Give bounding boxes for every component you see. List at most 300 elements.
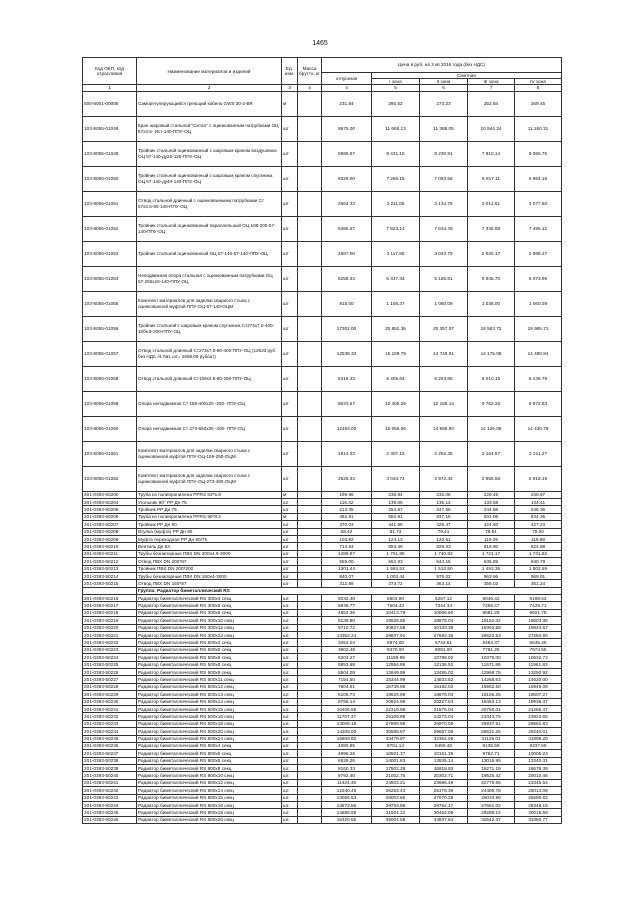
cell-zone-1-price: 7604.43 [372,602,420,609]
cell-name: Радиатор биметаллический RS 300х8 секц [137,609,282,616]
cell-unit: шт [282,550,298,557]
cell-zone-3-price: 119.25 [468,535,515,542]
cell-code: 201-0393-50213 [83,565,137,572]
cell-zone-2-price: 429.47 [420,521,468,528]
cell-zone-2-price: 6267.12 [420,595,468,602]
cell-release-price: 11424.46 [322,779,372,786]
cell-release-price: 199.96 [322,491,372,498]
table-row [83,646,562,653]
cell-zone-1-price: 11 665.13 [372,116,420,141]
cell-code: 201-0393-50218 [83,609,137,616]
cell-name: Радиатор биметаллический RS 500х5 секц [137,646,282,653]
cell-release-price: 5838.77 [322,602,372,609]
cell-zone-3-price: 10 944.24 [468,116,515,141]
cell-zone-1-price: 1 791.85 [372,550,420,557]
cell-release-price: 11707.37 [322,713,372,720]
cell-zone-1-price: 6974.00 [372,639,420,646]
cell-mass [298,661,322,668]
cell-unit: шт. [282,809,298,816]
cell-release-price: 9139.80 [322,617,372,624]
cell-mass [298,141,322,166]
cell-zone-2-price: 10 158.14 [420,391,468,416]
cell-zone-2-price: 16182.02 [420,683,468,690]
cell-code: 201-0393-50236 [83,742,137,749]
cell-mass [298,191,322,216]
cell-zone-2-price: 247.66 [420,506,468,513]
table-row [83,720,562,727]
table-body-group [83,587,562,594]
cell-code: 103-8055-01048 [83,116,137,141]
cell-code: 201-0393-50238 [83,757,137,764]
cell-release-price: 2587.00 [322,241,372,266]
cell-zone-3-price: 23343.75 [468,713,515,720]
cell-code: 500-8001-00005 [83,91,137,116]
cell-unit: шт. [282,787,298,794]
cell-release-price: 12493.00 [322,416,372,441]
cell-zone-2-price: 13535.14 [420,757,468,764]
cell-zone-1-price: 22319.98 [372,705,420,712]
cell-name: Отвод стальной длинный с оцинкованными патрубками Ст 57х3.5-90-140-ППУ-ОЦ [137,191,282,216]
cell-name: Тройник PP Дн 90 [137,521,282,528]
cell-name: Труба из полипропилена PPRS 63*5.8 [137,491,282,498]
cell-zone-2-price: 2 972.42 [420,466,468,491]
cell-zone-1-price: 27899.98 [372,720,420,727]
cell-zone-1-price: 35004.58 [372,816,420,823]
cell-zone-3-price: 12968.75 [468,668,515,675]
cell-unit: шт. [282,728,298,735]
cell-zone-1-price: 20827.58 [372,624,420,631]
cell-zone-1-price: 290.52 [372,91,420,116]
cell-mass [298,809,322,816]
cell-unit: шт [282,316,298,341]
cell-zone-3-price: 22779.66 [468,779,515,786]
cell-zone-2-price: 232.08 [420,491,468,498]
cell-zone-2-price: 16918.92 [420,765,468,772]
cell-zone-4-price: 361.24 [515,580,562,587]
table-body-radiators [83,595,562,824]
cell-unit: шт [282,499,298,506]
cell-zone-4-price: 14620.00 [515,676,562,683]
cell-zone-4-price: 21265.47 [515,705,562,712]
cell-zone-2-price: 273.23 [420,91,468,116]
cell-zone-1-price: 15 056.56 [372,416,420,441]
cell-zone-1-price: 28637.91 [372,632,420,639]
cell-zone-1-price: 30689.97 [372,728,420,735]
cell-mass [298,341,322,366]
cell-release-price: 103.82 [322,535,372,542]
cell-zone-1-price: 139.06 [372,499,420,506]
cell-release-price: 15609.82 [322,735,372,742]
cell-zone-4-price: 25013.08 [515,787,562,794]
cell-mass [298,166,322,191]
cell-zone-4-price: 10632.73 [515,654,562,661]
cell-zone-4-price: 7425.71 [515,602,562,609]
cell-unit: шт. [282,646,298,653]
table-row [83,91,562,116]
cell-mass [298,316,322,341]
cell-unit: шт. [282,609,298,616]
cell-zone-2-price: 6 186.81 [420,266,468,291]
cell-code: 201-0393-50243 [83,794,137,801]
cell-release-price: 5203.27 [322,654,372,661]
cell-name: Угольник 90° PP Дн 75 [137,499,282,506]
cell-name: Радиатор биметаллический RS 800х16 секц [137,802,282,809]
cell-code: 201-0393-50242 [83,787,137,794]
cell-zone-3-price: 6 010.15 [468,366,515,391]
cell-zone-2-price: 363.14 [420,580,468,587]
cell-zone-2-price: 135.12 [420,499,468,506]
cell-zone-4-price: 1 502.59 [515,565,562,572]
cell-zone-3-price: 19453.13 [468,698,515,705]
cell-unit: шт. [282,802,298,809]
table-row [83,241,562,266]
cell-mass [298,216,322,241]
cell-unit: шт. [282,683,298,690]
cell-zone-1-price: 3 044.74 [372,466,420,491]
cell-unit: шт [282,466,298,491]
cell-unit: шт [282,580,298,587]
column-number: 4 [322,85,372,91]
cell-code: 103-8055-01053 [83,241,137,266]
cell-mass [298,802,322,809]
cell-code: 201-0393-50207 [83,521,137,528]
table-row [83,580,562,587]
cell-zone-2-price: 11 388.05 [420,116,468,141]
cell-zone-4-price: 19936.37 [515,698,562,705]
header-zone-3: III зона [468,79,515,85]
cell-zone-1-price: 6503.90 [372,595,420,602]
table-row [83,728,562,735]
cell-name: Тройник PP Дн 75 [137,506,282,513]
cell-code: 201-0393-50210 [83,543,137,550]
cell-zone-3-price: 6 817.11 [468,166,515,191]
cell-name: Радиатор биметаллический RS 800х20 секц [137,816,282,823]
cell-release-price: 9675.00 [322,116,372,141]
cell-zone-3-price: 7 910.14 [468,141,515,166]
cell-zone-4-price: 824.98 [515,543,562,550]
cell-code: 201-0393-50222 [83,639,137,646]
cell-unit: шт [282,166,298,191]
cell-zone-4-price: 10005.23 [515,750,562,757]
cell-code: 103-8055-01057 [83,341,137,366]
table-row [83,441,562,466]
cell-code: 201-0393-50221 [83,632,137,639]
column-number: 6 [420,85,468,91]
cell-release-price: 17302.00 [322,316,372,341]
cell-release-price: 4080.95 [322,742,372,749]
cell-mass [298,705,322,712]
cell-mass [298,713,322,720]
cell-zone-1-price: 10501.37 [372,750,420,757]
cell-zone-3-price: 7781.25 [468,646,515,653]
cell-zone-4-price: 79.00 [515,528,562,535]
table-row [83,779,562,786]
cell-name: Тройник стальной с шаровым краном спускника Ст273х7.0-400-10бк.9-200-ППУ-ОЦ [137,316,282,341]
cell-mass [298,691,322,698]
cell-zone-2-price: 21576.04 [420,705,468,712]
cell-zone-3-price: 9681.29 [468,609,515,616]
cell-mass [298,513,322,520]
cell-zone-2-price: 32364.06 [420,735,468,742]
cell-unit: шт. [282,602,298,609]
cell-zone-4-price: 246.36 [515,506,562,513]
cell-code: 103-8055-01059 [83,391,137,416]
cell-mass [298,602,322,609]
table-row [83,602,562,609]
cell-release-price: 8633.67 [322,391,372,416]
column-number: 3 [282,85,298,91]
cell-zone-3-price: 16271.19 [468,765,515,772]
cell-release-price: 714.54 [322,543,372,550]
cell-release-price: 5258.33 [322,266,372,291]
cell-code: 201-0393-50200 [83,491,137,498]
cell-release-price: 4853.36 [322,609,372,616]
cell-name: Радиатор биметаллический RS 800х14 секц [137,787,282,794]
cell-zone-3-price: 2 925.17 [468,241,515,266]
cell-zone-3-price: 7255.47 [468,602,515,609]
cell-release-price: 6528.26 [322,757,372,764]
cell-release-price: 370.03 [322,521,372,528]
cell-zone-1-price: 124.13 [372,535,420,542]
cell-unit: шт. [282,742,298,749]
cell-name: Радиатор биметаллический RS 500х14 секц [137,698,282,705]
cell-mass [298,787,322,794]
cell-mass [298,639,322,646]
cell-code: 201-0393-50245 [83,809,137,816]
cell-name: Радиатор биметаллический RS 800х12 секц [137,779,282,786]
cell-mass [298,416,322,441]
cell-zone-1-price: 16739.98 [372,683,420,690]
cell-zone-2-price: 829.33 [420,543,468,550]
cell-unit: шт [282,141,298,166]
cell-name: Саморегулирующийся греющий кабель GWS 30-2-BR [137,91,282,116]
cell-code: 201-0393-50235 [83,735,137,742]
cell-mass [298,558,322,565]
cell-unit: шт. [282,661,298,668]
cell-zone-1-price: 33479.97 [372,735,420,742]
table-row [83,528,562,535]
cell-code: 201-0393-50217 [83,602,137,609]
cell-name: Комплект материалов для заделки сварного стыка с оцинкованной муфтой ППУ-ОЦ-159-250-ОЦМ [137,441,282,466]
cell-name: Радиатор биметаллический RS 500х11 секц [137,676,282,683]
table-row [83,491,562,498]
cell-unit: шт. [282,779,298,786]
cell-zone-3-price: 18156.25 [468,691,515,698]
cell-zone-2-price: 1 080.09 [420,291,468,316]
table-row [83,550,562,557]
cell-zone-4-price: 14 480.84 [515,341,562,366]
cell-zone-1-price: 8 431.15 [372,141,420,166]
cell-unit: шт. [282,668,298,675]
cell-mass [298,609,322,616]
table-row [83,787,562,794]
cell-mass [298,528,322,535]
table-row [83,366,562,391]
cell-zone-4-price: 16675.39 [515,765,562,772]
cell-zone-4-price: 26581.83 [515,720,562,727]
cell-zone-4-price: 30015.69 [515,809,562,816]
cell-zone-3-price: 11671.88 [468,661,515,668]
table-row [83,654,562,661]
cell-code: 201-0393-50214 [83,572,137,579]
cell-mass [298,617,322,624]
cell-zone-1-price: 1 003.44 [372,572,420,579]
cell-code: 201-0393-50219 [83,617,137,624]
table-row [83,341,562,366]
cell-unit: шт. [282,735,298,742]
table-body-fittings [83,491,562,587]
cell-code: 103-8055-01060 [83,416,137,441]
cell-zone-4-price: 2 211.27 [515,441,562,466]
cell-unit: шт [282,558,298,565]
cell-name: Отвод стальной длинный Ст273х7.0-90-400-ППУ-ОЦ (12633 руб без НДС /4.7м1 шт= 2688.09 руб/шт) [137,341,282,366]
cell-release-price: 462.81 [322,513,372,520]
cell-mass [298,521,322,528]
cell-mass [298,698,322,705]
cell-zone-1-price: 11159.99 [372,654,420,661]
cell-code: 201-0393-50208 [83,528,137,535]
cell-code: 201-0393-50204 [83,499,137,506]
cell-unit: шт. [282,617,298,624]
cell-zone-4-price: 6 073.96 [515,266,562,291]
cell-zone-3-price: 229.45 [468,491,515,498]
cell-release-price: 1489.97 [322,550,372,557]
cell-mass [298,266,322,291]
cell-release-price: 13872.56 [322,802,372,809]
cell-zone-2-price: 8091.00 [420,646,468,653]
cell-unit: шт [282,116,298,141]
cell-zone-1-price: 21002.75 [372,772,420,779]
cell-zone-4-price: 9921.78 [515,609,562,616]
cell-release-price: 13352.24 [322,632,372,639]
cell-zone-4-price: 29240.01 [515,728,562,735]
cell-mass [298,116,322,141]
cell-zone-1-price: 373.72 [372,580,420,587]
header-name: Наименование материалов и изделий [137,58,282,85]
cell-name: Комплект материалов для заделки сварного стыка с оцинкованной муфтой ППУ-ОЦ-57-140-ОЦМ [137,291,282,316]
cell-zone-3-price: 15562.50 [468,683,515,690]
cell-unit: шт. [282,765,298,772]
cell-zone-4-price: 23345.54 [515,779,562,786]
cell-code: 201-0393-50244 [83,802,137,809]
cell-name: Радиатор биметаллический RS 800х15 секц [137,794,282,801]
table-row [83,535,562,542]
cell-zone-2-price: 23686.49 [420,779,468,786]
cell-mass [298,543,322,550]
cell-release-price: 5315.33 [322,366,372,391]
cell-name: Радиатор биметаллический RS 800х5 секц [137,750,282,757]
cell-mass [298,735,322,742]
cell-mass [298,728,322,735]
cell-zone-3-price: 6484.37 [468,639,515,646]
cell-zone-2-price: 14833.52 [420,676,468,683]
cell-zone-4-price: 2 918.19 [515,466,562,491]
cell-zone-1-price: 6 337.34 [372,266,420,291]
table-row [83,802,562,809]
table-row [83,543,562,550]
column-number: 1 [83,85,137,91]
cell-zone-3-price: 7 336.88 [468,216,515,241]
cell-zone-1-price: 19529.98 [372,691,420,698]
cell-zone-3-price: 6046.42 [468,595,515,602]
cell-zone-4-price: 3 077.60 [515,191,562,216]
cell-zone-1-price: 3 211.05 [372,191,420,216]
cell-zone-3-price: 26623.53 [468,632,515,639]
table-row [83,617,562,624]
cell-code: 201-0393-50205 [83,506,137,513]
cell-zone-2-price: 18875.04 [420,617,468,624]
cell-unit: шт [282,191,298,216]
cell-unit: шт [282,291,298,316]
cell-zone-4-price: 230.87 [515,491,562,498]
cell-zone-3-price: 1 493.36 [468,565,515,572]
cell-unit: шт. [282,757,298,764]
cell-mass [298,580,322,587]
table-row [83,735,562,742]
cell-release-price: 3902.48 [322,646,372,653]
cell-mass [298,757,322,764]
cell-unit: м [282,513,298,520]
cell-release-price: 312.88 [322,580,372,587]
header-estimate: Сметная [372,73,562,79]
cell-zone-1-price: 29753.89 [372,802,420,809]
cell-zone-2-price: 6742.51 [420,639,468,646]
cell-name: Радиатор биметаллический RS 800х8 секц [137,765,282,772]
cell-zone-2-price: 2 252.35 [420,441,468,466]
cell-zone-2-price: 29667.06 [420,728,468,735]
cell-zone-4-price: 2 988.27 [515,241,562,266]
table-row [83,624,562,631]
cell-name: Радиатор биметаллический RS 800х4 секц [137,742,282,749]
cell-code: 103-8055-01058 [83,366,137,391]
cell-zone-1-price: 441.99 [372,521,420,528]
cell-mass [298,91,322,116]
table-row [83,683,562,690]
cell-zone-4-price: 13290.92 [515,668,562,675]
cell-mass [298,632,322,639]
cell-code: 201-0393-50233 [83,720,137,727]
cell-release-price: 9710.72 [322,624,372,631]
table-row [83,521,562,528]
cell-zone-1-price: 20 852.36 [372,316,420,341]
table-row [83,816,562,823]
cell-zone-3-price: 29288.14 [468,809,515,816]
cell-zone-1-price: 8751.14 [372,742,420,749]
cell-code: 201-0393-50246 [83,816,137,823]
cell-zone-2-price: 20227.53 [420,698,468,705]
cell-unit: шт [282,506,298,513]
table-row [83,141,562,166]
cell-zone-3-price: 963.96 [468,572,515,579]
cell-zone-2-price: 30454.06 [420,809,468,816]
cell-code: 201-0393-50209 [83,535,137,542]
cell-code: 201-0393-50226 [83,668,137,675]
cell-mass [298,720,322,727]
cell-zone-3-price: 3 012.61 [468,191,515,216]
cell-code: 103-8055-01061 [83,441,137,466]
cell-release-price: 1914.33 [322,441,372,466]
cell-zone-3-price: 636.85 [468,558,515,565]
cell-zone-4-price: 18607.27 [515,691,562,698]
cell-release-price: 1301.44 [322,565,372,572]
cell-zone-3-price: 133.58 [468,499,515,506]
cell-zone-4-price: 269.45 [515,91,562,116]
cell-code: 201-0393-50227 [83,676,137,683]
cell-code: 201-0393-50231 [83,705,137,712]
cell-unit: шт [282,441,298,466]
cell-zone-1-price: 14001.83 [372,757,420,764]
cell-code: 201-0393-50241 [83,779,137,786]
